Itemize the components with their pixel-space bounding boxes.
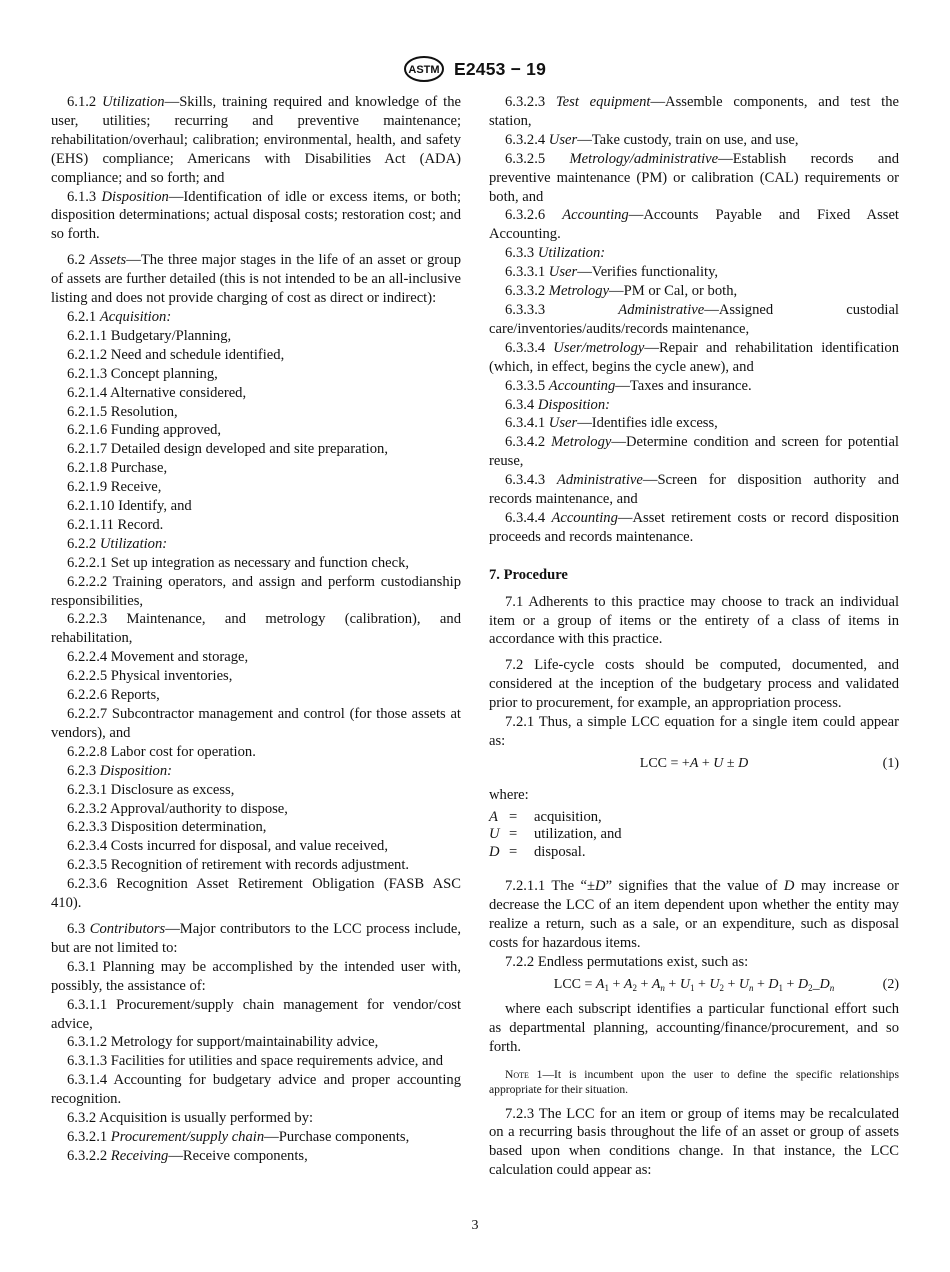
section-heading-7: 7. Procedure <box>489 566 568 583</box>
para-6-3-3-5: 6.3.3.5 Accounting—Taxes and insurance. <box>505 377 752 394</box>
variable-definition: U = utilization, and <box>489 826 622 843</box>
right-column <box>489 93 899 1180</box>
list-item: 6.2.1.3 Concept planning, <box>67 365 218 382</box>
para-7-2-1-1: 7.2.1.1 The “±D” signifies that the value of D may increase or decrease the LCC of an item dependent upon whether the entity may realize a return, such as a sale, or an expenditure, such as disposal costs for hazardous items. <box>489 878 900 952</box>
list-item: 6.2.3.2 Approval/authority to dispose, <box>67 800 288 817</box>
variable-definition: D = disposal. <box>489 843 586 860</box>
para-where-subscript: where each subscript identifies a particular functional effort such as departmental planning, accounting/finance/procurement, and so forth. <box>489 1000 899 1055</box>
para-6-3-4-3: 6.3.4.3 Administrative—Screen for disposition authority and records maintenance, and <box>489 472 899 508</box>
list-item: 6.2.3.4 Costs incurred for disposal, and value received, <box>67 838 388 855</box>
para-6-3-4-1: 6.3.4.1 User—Identifies idle excess, <box>505 415 718 432</box>
para-6-3-1: 6.3.1 Planning may be accomplished by the intended user with, possibly, the assistance of: <box>51 958 461 994</box>
para-6-3-3-2: 6.3.3.2 Metrology—PM or Cal, or both, <box>505 283 738 300</box>
astm-logo-icon <box>404 56 444 82</box>
list-item: 6.3.1.4 Accounting for budgetary advice and proper accounting recognition. <box>51 1072 461 1108</box>
equation-1-number: (1) <box>882 755 899 771</box>
equation-1 <box>489 755 899 774</box>
list-item: 6.2.1.6 Funding approved, <box>67 422 222 439</box>
list-item: 6.2.1.8 Purchase, <box>67 460 168 477</box>
list-item: 6.2.1.11 Record. <box>67 516 164 533</box>
list-item: 6.2.1.4 Alternative considered, <box>67 384 247 401</box>
page-header <box>0 54 950 84</box>
section-6-3-4: 6.3.4 Disposition: <box>505 396 611 413</box>
section-6-2-3: 6.2.3 Disposition: <box>67 762 173 779</box>
list-item: 6.2.2.7 Subcontractor management and control (for those assets at vendors), and <box>51 706 461 741</box>
para-6-3-3-1: 6.3.3.1 User—Verifies functionality, <box>505 264 719 281</box>
para-6-3-2-6: 6.3.2.6 Accounting—Accounts Payable and Fixed Asset Accounting. <box>489 207 899 243</box>
list-item: 6.2.2.1 Set up integration as necessary and function check, <box>67 554 410 571</box>
list-item: 6.2.1.7 Detailed design developed and site preparation, <box>67 441 388 458</box>
left-column <box>51 93 461 1166</box>
para-6-2: 6.2 Assets—The three major stages in the life of an asset or group of assets are further detailed (this is not intended to be an all-inclusive listing and does not provide charging of cost as direct or indirect): <box>51 252 461 307</box>
para-6-3-4-4: 6.3.4.4 Accounting—Asset retirement costs or record disposition proceeds and records maintenance. <box>489 509 899 545</box>
para-6-3-2-2: 6.3.2.2 Receiving—Receive components, <box>67 1147 308 1164</box>
para-6-1-2: 6.1.2 Utilization—Skills, training required and knowledge of the user, utilities; recurring and preventive maintenance; rehabilitation/overhaul; calibration; environmental, health, and safety (EHS) compliance; Americans with Disabilities Act (ADA) compliance; and so forth; and <box>51 94 461 186</box>
para-6-3-2-4: 6.3.2.4 User—Take custody, train on use, and use, <box>505 131 799 148</box>
para-6-3-2-3: 6.3.2.3 Test equipment—Assemble components, and test the station, <box>489 94 899 129</box>
para-6-3-3-4: 6.3.3.4 User/metrology—Repair and rehabilitation identification (which, in effect, begins the cycle anew), and <box>489 339 899 375</box>
para-7-2-3: 7.2.3 The LCC for an item or group of items may be recalculated on a recurring basis throughout the life of an asset or group of assets based upon when conditions change. In that instance, the LCC calculation could appear as: <box>489 1105 899 1179</box>
para-6-3-4-2: 6.3.4.2 Metrology—Determine condition and screen for potential reuse, <box>489 434 899 470</box>
para-7-2-2: 7.2.2 Endless permutations exist, such as: <box>505 953 749 970</box>
list-item: 6.2.3.6 Recognition Asset Retirement Obligation (FASB ASC 410). <box>51 876 461 912</box>
page-number: 3 <box>471 1218 479 1233</box>
section-6-2-2: 6.2.2 Utilization: <box>67 535 168 552</box>
equation-2-expression: LCC = $A_1 + A_2 + A_n + U_1 + U_2 + U_n + D_1$ + $D_2\_D_n$ <box>553 976 835 993</box>
logo-text: ASTM <box>408 64 440 76</box>
list-item: 6.3.1.2 Metrology for support/maintainability advice, <box>67 1034 379 1051</box>
list-item: 6.2.3.1 Disclosure as excess, <box>67 781 235 798</box>
para-7-2: 7.2 Life-cycle costs should be computed, documented, and considered at the inception of the budgetary process and validated prior to procurement, for example, an appropriation process. <box>489 657 899 712</box>
list-item: 6.2.1.1 Budgetary/Planning, <box>67 327 232 344</box>
list-item: 6.2.2.6 Reports, <box>67 687 160 704</box>
where-label: where: <box>489 786 529 803</box>
para-7-2-1: 7.2.1 Thus, a simple LCC equation for a single item could appear as: <box>489 714 899 749</box>
variable-definition: A = acquisition, <box>489 808 602 825</box>
list-item: 6.2.3.3 Disposition determination, <box>67 819 267 836</box>
list-item: 6.2.2.3 Maintenance, and metrology (calibration), and rehabilitation, <box>51 611 461 647</box>
list-item: 6.3.1.3 Facilities for utilities and space requirements advice, and <box>67 1053 444 1070</box>
para-6-3-2-5: 6.3.2.5 Metrology/administrative—Establish records and preventive maintenance (PM) or calibration (CAL) requirements or both, and <box>489 150 899 205</box>
list-item: 6.2.1.2 Need and schedule identified, <box>67 346 285 363</box>
equation-1-expression: LCC = +A + U ± D <box>639 755 749 771</box>
equation-2 <box>489 976 899 995</box>
list-item: 6.2.2.5 Physical inventories, <box>67 668 233 685</box>
list-item: 6.2.1.9 Receive, <box>67 479 162 496</box>
para-6-3-2: 6.3.2 Acquisition is usually performed by: <box>67 1110 314 1127</box>
note-1: Note 1—It is incumbent upon the user to define the specific relationships appropriate for their situation. <box>489 1067 899 1096</box>
para-6-3-3-3: 6.3.3.3 Administrative—Assigned custodial care/inventories/audits/records maintenance, <box>489 301 899 337</box>
section-6-2-1: 6.2.1 Acquisition: <box>67 308 172 325</box>
list-item: 6.2.3.5 Recognition of retirement with records adjustment. <box>67 857 410 874</box>
para-6-3: 6.3 Contributors—Major contributors to the LCC process include, but are not limited to: <box>51 920 461 956</box>
para-6-1-3: 6.1.3 Disposition—Identification of idle or excess items, or both; disposition determinations; actual disposal costs; restoration cost; and so forth. <box>51 188 461 243</box>
list-item: 6.2.2.4 Movement and storage, <box>67 649 249 666</box>
equation-2-number: (2) <box>882 976 899 992</box>
list-item: 6.2.2.2 Training operators, and assign and perform custodianship responsibilities, <box>51 573 461 609</box>
list-item: 6.2.1.10 Identify, and <box>67 498 192 515</box>
section-6-3-3: 6.3.3 Utilization: <box>505 245 606 262</box>
standard-designation: E2453 − 19 <box>453 58 546 79</box>
para-7-1: 7.1 Adherents to this practice may choose to track an individual item or a group of items or the entirety of a class of items in accordance with this practice. <box>489 593 899 648</box>
list-item: 6.2.1.5 Resolution, <box>67 403 178 420</box>
para-6-3-2-1: 6.3.2.1 Procurement/supply chain—Purchase components, <box>67 1128 410 1145</box>
list-item: 6.2.2.8 Labor cost for operation. <box>67 743 256 760</box>
list-item: 6.3.1.1 Procurement/supply chain management for vendor/cost advice, <box>51 996 461 1032</box>
